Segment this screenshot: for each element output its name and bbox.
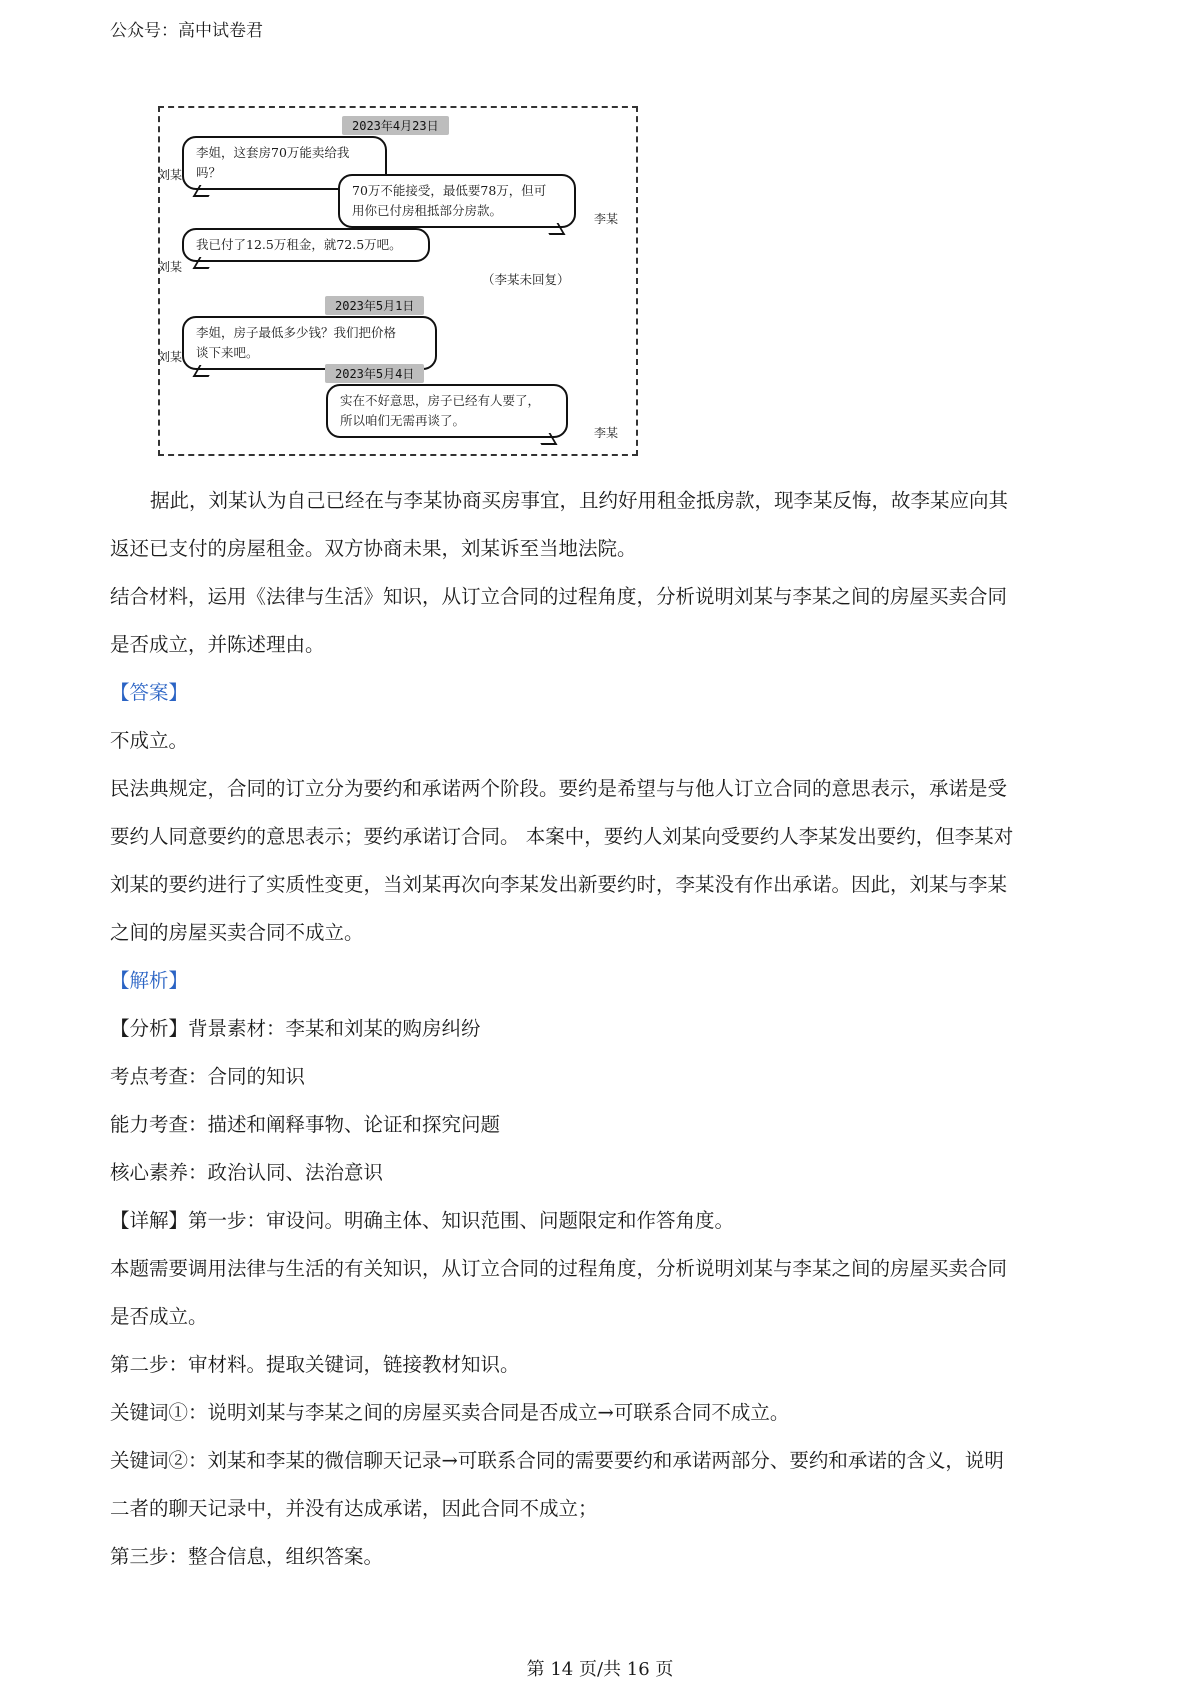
detail-line: 关键词②：刘某和李某的微信聊天记录→可联系合同的需要要约和承诺两部分、要约和承诺的含义，说明 <box>110 1449 1004 1472</box>
chat-bubble-5-line-2: 所以咱们无需再谈了。 <box>340 413 466 428</box>
chat-date-3: 2023年5月4日 <box>325 364 424 383</box>
chat-bubble-1-text: 李姐，这套房70万能卖给我吗？ <box>196 145 350 180</box>
chat-bubble-3 <box>182 228 430 262</box>
speaker-label-1: 刘某 <box>158 168 183 182</box>
header-source: 公众号：高中试卷君 <box>110 21 263 41</box>
answer-line: 刘某的要约进行了实质性变更，当刘某再次向李某发出新要约时，李某没有作出承诺。因此，刘某与李某 <box>110 873 1008 896</box>
chat-bubble-4 <box>182 316 437 370</box>
answer-label: 【答案】 <box>110 681 189 704</box>
chat-bubble-3-text: 我已付了12.5万租金，就72.5万吧。 <box>196 237 402 252</box>
paragraph-line: 返还已支付的房屋租金。双方协商未果，刘某诉至当地法院。 <box>110 537 637 560</box>
detail-line: 第二步：审材料。提取关键词，链接教材知识。 <box>110 1353 520 1376</box>
chat-bubble-4-line-2: 谈下来吧。 <box>196 345 259 360</box>
speaker-label-4: 刘某 <box>158 350 183 364</box>
speaker-label-2: 李某 <box>594 212 619 226</box>
answer-line: 要约人同意要约的意思表示；要约承诺订合同。 本案中，要约人刘某向受要约人李某发出要约，但李某对 <box>110 825 1014 848</box>
detail-line: 二者的聊天记录中，并没有达成承诺，因此合同不成立； <box>110 1497 598 1520</box>
paragraph-line: 据此，刘某认为自己已经在与李某协商买房事宜，且约好用租金抵房款，现李某反悔，故李某应向其 <box>150 489 1009 512</box>
detail-line: 第三步：整合信息，组织答案。 <box>110 1545 384 1568</box>
answer-line: 不成立。 <box>110 729 189 752</box>
chat-date-2: 2023年5月1日 <box>325 296 424 315</box>
detail-line: 【详解】第一步：审设问。明确主体、知识范围、问题限定和作答角度。 <box>110 1209 735 1232</box>
detail-line: 关键词①：说明刘某与李某之间的房屋买卖合同是否成立→可联系合同不成立。 <box>110 1401 790 1424</box>
answer-line: 民法典规定，合同的订立分为要约和承诺两个阶段。要约是希望与与他人订立合同的意思表示，承诺是受 <box>110 777 1008 800</box>
analysis-label: 【解析】 <box>110 969 189 992</box>
speaker-label-3: 刘某 <box>158 260 183 274</box>
chat-bubble-4-line-1: 李姐，房子最低多少钱？我们把价格 <box>196 325 397 340</box>
chat-bubble-5 <box>326 384 568 438</box>
analysis-line: 能力考查：描述和阐释事物、论证和探究问题 <box>110 1113 501 1136</box>
chat-bubble-5-line-1: 实在不好意思，房子已经有人要了， <box>340 393 541 408</box>
analysis-line: 考点考查：合同的知识 <box>110 1065 306 1088</box>
chat-bubble-2 <box>338 174 576 228</box>
no-reply-note: （李某未回复） <box>482 272 570 287</box>
question-line: 是否成立，并陈述理由。 <box>110 633 325 656</box>
detail-line: 本题需要调用法律与生活的有关知识，从订立合同的过程角度，分析说明刘某与李某之间的房屋买卖合同 <box>110 1257 1008 1280</box>
question-line: 结合材料，运用《法律与生活》知识，从订立合同的过程角度，分析说明刘某与李某之间的房屋买卖合同 <box>110 585 1008 608</box>
analysis-line: 【分析】背景素材：李某和刘某的购房纠纷 <box>110 1017 481 1040</box>
chat-screenshot <box>158 106 638 456</box>
page-number: 第 14 页/共 16 页 <box>526 1659 674 1680</box>
chat-bubble-2-line-1: 70万不能接受，最低要78万，但可 <box>352 183 547 198</box>
chat-date-1: 2023年4月23日 <box>342 116 449 135</box>
answer-line: 之间的房屋买卖合同不成立。 <box>110 921 364 944</box>
chat-bubble-2-line-2: 用你已付房租抵部分房款。 <box>352 203 503 218</box>
detail-line: 是否成立。 <box>110 1305 208 1328</box>
speaker-label-5: 李某 <box>594 426 619 440</box>
analysis-line: 核心素养：政治认同、法治意识 <box>110 1161 384 1184</box>
